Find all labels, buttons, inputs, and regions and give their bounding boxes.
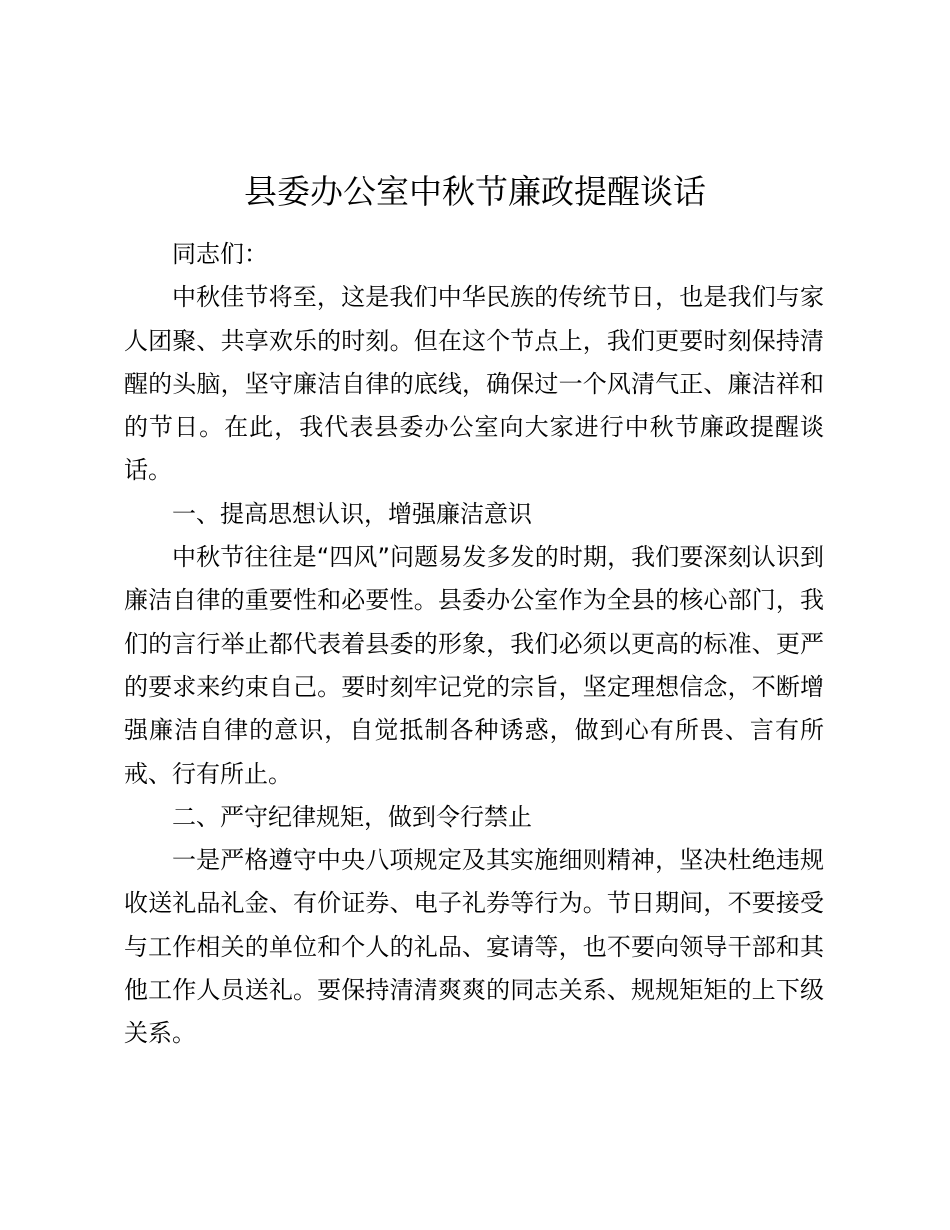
section-heading-2: 二、严守纪律规矩，做到令行禁止	[172, 802, 532, 831]
salutation: 同志们：	[172, 240, 268, 268]
paragraph-intro: 中秋佳节将至，这是我们中华民族的传统节日，也是我们与家人团聚、共享欢乐的时刻。但在这个节点上，我们更要时刻保持清醒的头脑，坚守廉洁自律的底线，确保过一个风清气正、廉洁祥和的节日。在此，我代表县委办公室向大家进行中秋节廉政提醒谈话。	[124, 283, 824, 485]
section-heading-1: 一、提高思想认识，增强廉洁意识	[172, 499, 532, 528]
paragraph-section-1: 中秋节往往是“四风”问题易发多发的时期，我们要深刻认识到廉洁自律的重要性和必要性。县委办公室作为全县的核心部门，我们的言行举止都代表着县委的形象，我们必须以更高的标准、更严的要求来约束自己。要时刻牢记党的宗旨，坚定理想信念，不断增强廉洁自律的意识，自觉抵制各种诱惑，做到心有所畏、言有所戒、行有所止。	[124, 543, 824, 788]
document-title: 县委办公室中秋节廉政提醒谈话	[244, 172, 706, 211]
paragraph-section-2: 一是严格遵守中央八项规定及其实施细则精神，坚决杜绝违规收送礼品礼金、有价证券、电子礼券等行为。节日期间，不要接受与工作相关的单位和个人的礼品、宴请等，也不要向领导干部和其他工作人员送礼。要保持清清爽爽的同志关系、规规矩矩的上下级关系。	[124, 846, 824, 1048]
document-body	[124, 233, 824, 1056]
